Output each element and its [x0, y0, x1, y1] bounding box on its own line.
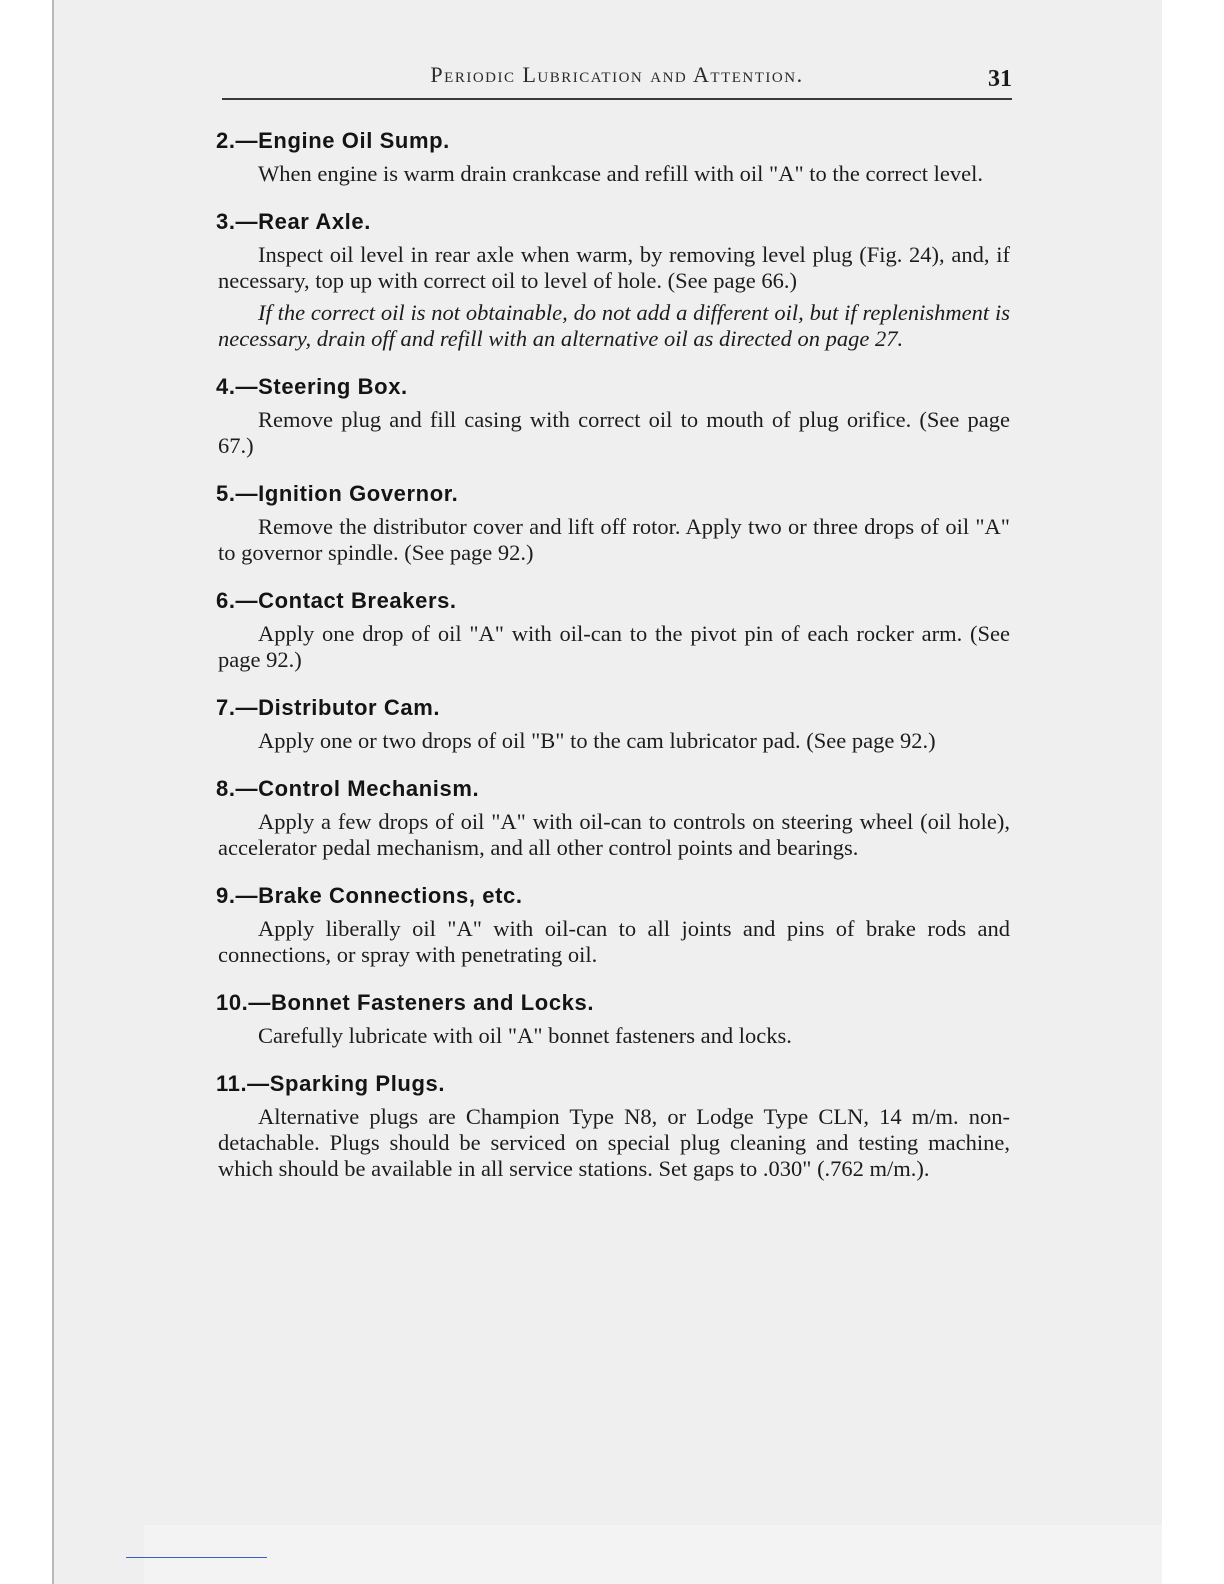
section-heading: 11.—Sparking Plugs. [216, 1071, 446, 1096]
running-head [222, 58, 1012, 98]
section-heading: 7.—Distributor Cam. [216, 695, 441, 720]
section-text: Apply one or two drops of oil "B" to the cam lubricator pad. (See page 92.) [258, 728, 936, 753]
section-ignition-governor [218, 481, 1010, 566]
section-text: When engine is warm drain crankcase and refill with oil "A" to the correct level. [258, 161, 983, 186]
section-heading: 3.—Rear Axle. [216, 209, 371, 234]
section-rear-axle [218, 209, 1010, 352]
header-rule [222, 98, 1012, 100]
section-heading: 8.—Control Mechanism. [216, 776, 480, 801]
section-steering-box [218, 374, 1010, 459]
italic-note: If the correct oil is not obtainable, do not add a different oil, but if replenishment is necessary, drain off and refill with an alternative oil as directed on page 27. [218, 300, 1010, 351]
section-heading: 2.—Engine Oil Sump. [216, 128, 450, 153]
section-bonnet-fasteners [218, 990, 1010, 1049]
section-brake-connections [218, 883, 1010, 968]
section-engine-oil-sump [218, 128, 1010, 187]
page-lower-margin [144, 1525, 1162, 1584]
section-heading: 5.—Ignition Governor. [216, 481, 459, 506]
section-text: Carefully lubricate with oil "A" bonnet fasteners and locks. [258, 1023, 792, 1048]
page-content [218, 128, 1010, 1204]
section-contact-breakers [218, 588, 1010, 673]
section-text: Inspect oil level in rear axle when warm, by removing level plug (Fig. 24), and, if necessary, top up with correct oil to level of hole. (See page 66.) [218, 242, 1010, 293]
section-sparking-plugs [218, 1071, 1010, 1182]
section-heading: 4.—Steering Box. [216, 374, 408, 399]
page-number: 31 [988, 66, 1012, 92]
section-text: Apply one drop of oil "A" with oil-can to the pivot pin of each rocker arm. (See page 92.) [218, 621, 1010, 672]
bottom-rule [126, 1557, 267, 1558]
section-text: Apply a few drops of oil "A" with oil-can to controls on steering wheel (oil hole), accelerator pedal mechanism, and all other control points and bearings. [218, 809, 1010, 860]
section-heading: 6.—Contact Breakers. [216, 588, 457, 613]
section-text: Remove plug and fill casing with correct oil to mouth of plug orifice. (See page 67.) [218, 407, 1010, 458]
section-text: Apply liberally oil "A" with oil-can to all joints and pins of brake rods and connections, or spray with penetrating oil. [218, 916, 1010, 967]
running-title: Periodic Lubrication and Attention. [430, 62, 804, 87]
section-control-mechanism [218, 776, 1010, 861]
section-heading: 9.—Brake Connections, etc. [216, 883, 523, 908]
binding-edge [52, 0, 54, 1584]
section-text: Remove the distributor cover and lift off rotor. Apply two or three drops of oil "A" to governor spindle. (See page 92.) [218, 514, 1010, 565]
section-heading: 10.—Bonnet Fasteners and Locks. [216, 990, 595, 1015]
section-text: Alternative plugs are Champion Type N8, or Lodge Type CLN, 14 m/m. non-detachable. Plugs should be serviced on special plug cleaning and testing machine, which should be available in all service stations. Set gaps to .030" (.762 m/m.). [218, 1104, 1010, 1181]
section-distributor-cam [218, 695, 1010, 754]
